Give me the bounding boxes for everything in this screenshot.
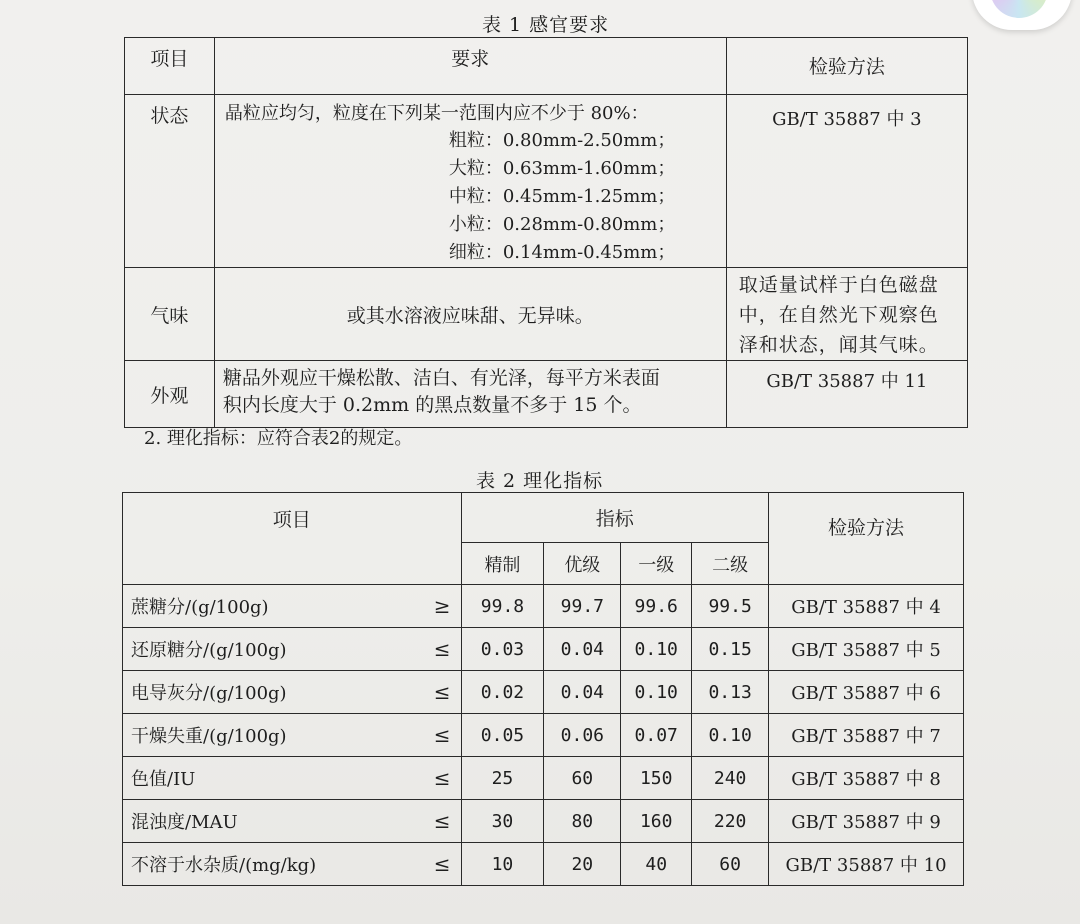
appearance-line: 糖品外观应干燥松散、洁白、有光泽，每平方米表面: [222, 367, 660, 389]
table-row: [123, 714, 964, 757]
row-name: 不溶于水杂质/(mg/kg) ≤: [123, 843, 462, 886]
table-row: [123, 843, 964, 886]
table2-caption: 表 2 理化指标: [476, 470, 604, 492]
physicochemical-index-table: [122, 492, 964, 886]
table-row: [123, 671, 964, 714]
row-value: 0.13: [692, 671, 769, 714]
color-wheel-icon[interactable]: [972, 0, 1072, 30]
row-name: 色值/IU ≤: [123, 757, 462, 800]
row-name: 蔗糖分/(g/100g) ≥: [123, 585, 462, 628]
t2-grade-second: 二级: [692, 543, 769, 585]
row-value: 99.8: [461, 585, 544, 628]
t1-smell-requirement: 或其水溶液应味甜、无异味。: [214, 268, 726, 361]
state-lead-text: 晶粒应均匀，粒度在下列某一范围内应不少于 80%：: [224, 103, 649, 124]
table-row: [123, 585, 964, 628]
row-method: GB/T 35887 中 8: [769, 757, 964, 800]
t1-appearance-item: 外观: [125, 361, 215, 428]
sensory-requirements-table: [124, 37, 968, 428]
t1-header-method: 检验方法: [726, 38, 967, 95]
row-value: 0.03: [461, 628, 544, 671]
row-value: 60: [544, 757, 621, 800]
appearance-line: 积内长度大于 0.2mm 的黑点数量不多于 15 个。: [222, 394, 642, 416]
row-value: 0.10: [692, 714, 769, 757]
grain-grade: 细粒：0.14mm-0.45mm；: [448, 242, 676, 263]
row-value: 240: [692, 757, 769, 800]
physicochemical-note: 2. 理化指标：应符合表2的规定。: [144, 428, 413, 449]
row-method: GB/T 35887 中 10: [769, 843, 964, 886]
t1-state-requirement: [214, 95, 726, 268]
row-name: 混浊度/MAU ≤: [123, 800, 462, 843]
table-row: [123, 757, 964, 800]
row-value: 0.10: [621, 671, 692, 714]
row-value: 99.6: [621, 585, 692, 628]
row-value: 10: [461, 843, 544, 886]
grain-grade: 小粒：0.28mm-0.80mm；: [448, 214, 676, 235]
color-wheel-graphic: [990, 0, 1048, 18]
t2-header-method: 检验方法: [769, 493, 964, 585]
row-value: 150: [621, 757, 692, 800]
row-value: 0.10: [621, 628, 692, 671]
row-value: 0.04: [544, 628, 621, 671]
row-method: GB/T 35887 中 4: [769, 585, 964, 628]
table1-caption: 表 1 感官要求: [482, 14, 610, 36]
row-name: 电导灰分/(g/100g) ≤: [123, 671, 462, 714]
row-value: 0.07: [621, 714, 692, 757]
smell-method-line: 取适量试样于白色磁盘: [738, 274, 939, 296]
row-value: 0.05: [461, 714, 544, 757]
grain-size-list: [215, 127, 726, 267]
grain-grade: 大粒：0.63mm-1.60mm；: [448, 158, 676, 179]
grain-grade: 粗粒：0.80mm-2.50mm；: [448, 130, 676, 151]
row-value: 25: [461, 757, 544, 800]
row-value: 20: [544, 843, 621, 886]
t1-smell-item: 气味: [125, 268, 215, 361]
t1-appearance-method: GB/T 35887 中 11: [726, 361, 967, 428]
t2-header-item: 项目: [123, 493, 462, 585]
t2-grade-refined: 精制: [461, 543, 544, 585]
t1-state-item: 状态: [125, 95, 215, 268]
row-value: 220: [692, 800, 769, 843]
row-value: 0.02: [461, 671, 544, 714]
row-value: 60: [692, 843, 769, 886]
t2-grade-superior: 优级: [544, 543, 621, 585]
row-value: 0.15: [692, 628, 769, 671]
t1-smell-method: [726, 268, 967, 361]
smell-method-line: 泽和状态，闻其气味。: [738, 334, 939, 356]
row-method: GB/T 35887 中 5: [769, 628, 964, 671]
t1-appearance-requirement: [214, 361, 726, 428]
row-method: GB/T 35887 中 9: [769, 800, 964, 843]
table-row: [123, 800, 964, 843]
t1-state-method: GB/T 35887 中 3: [726, 95, 967, 268]
row-value: 0.04: [544, 671, 621, 714]
row-value: 99.7: [544, 585, 621, 628]
t2-header-index: 指标: [461, 493, 769, 543]
row-value: 0.06: [544, 714, 621, 757]
t1-header-item: 项目: [125, 38, 215, 95]
row-value: 80: [544, 800, 621, 843]
row-name: 还原糖分/(g/100g) ≤: [123, 628, 462, 671]
row-value: 99.5: [692, 585, 769, 628]
grain-grade: 中粒：0.45mm-1.25mm；: [448, 186, 676, 207]
smell-method-line: 中，在自然光下观察色: [738, 304, 939, 326]
t1-header-requirement: 要求: [214, 38, 726, 95]
row-method: GB/T 35887 中 7: [769, 714, 964, 757]
row-value: 30: [461, 800, 544, 843]
row-value: 40: [621, 843, 692, 886]
t2-grade-first: 一级: [621, 543, 692, 585]
row-name: 干燥失重/(g/100g) ≤: [123, 714, 462, 757]
row-value: 160: [621, 800, 692, 843]
table-row: [123, 628, 964, 671]
row-method: GB/T 35887 中 6: [769, 671, 964, 714]
